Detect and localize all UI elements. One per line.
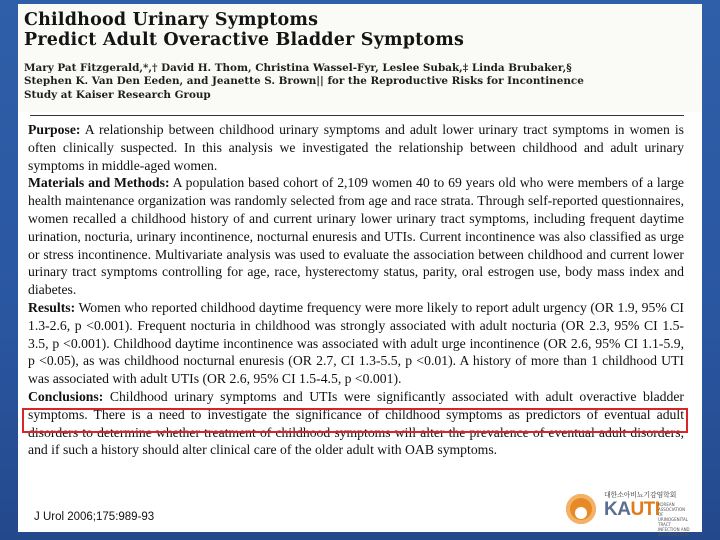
paper-title (24, 10, 464, 50)
purpose-paragraph (28, 121, 684, 174)
results-label: Results: (28, 299, 76, 315)
authors-line-2: Stephen K. Van Den Eeden, and Jeanette S. Brown|| for the Reproductive Risks for Incontinence (24, 75, 584, 88)
results-paragraph (28, 299, 684, 388)
methods-label: Materials and Methods: (28, 175, 170, 191)
logo-subtext: KOREAN ASSOCIATION OF URINOGENITAL TRACT INFECTION AND INFLAMMATION (658, 502, 690, 537)
logo-brand-uti: UTI (630, 499, 660, 520)
results-text: Women who reported childhood daytime frequency were more likely to report adult urgency (OR 1.9, 95% CI 1.3-2.6, p <0.001). Frequent nocturia in childhood was strongly associated with adult nocturia (OR 2.3, 95% CI 1.5-3.5, p <0.001). Childhood daytime incontinence was associated with adult urge incontinence (OR 2.6, 95% CI 1.1-5.9, p <0.05), as was childhood nocturnal enuresis (OR 2.7, CI 1.3-5.5, p <0.01). A history of more than 1 childhood UTI was associated with adult UTIs (OR 2.6, 95% CI 1.5-4.5, p <0.001). (28, 299, 684, 387)
conclusion-highlight-box (22, 408, 688, 433)
conclusions-text: Childhood urinary symptoms and UTIs were significantly associated with adult overactive bladder symptoms. There is a need to investigate the significance of childhood symptoms as predictors of eventual adult disorders to determine whether treatment of childhood symptoms will alter the prevalence of eventual adult disorders, and if such a history should alter clinical care of the older adult with OAB symptoms. (28, 388, 684, 458)
logo-brand-ka: KA (604, 499, 631, 520)
emblem-icon (566, 494, 596, 524)
kauti-logo (566, 490, 694, 537)
logo-korean-text: 대한소아비뇨기감염학회 (604, 491, 677, 499)
author-list (24, 62, 694, 102)
journal-citation: J Urol 2006;175:989-93 (34, 511, 155, 523)
authors-line-1: Mary Pat Fitzgerald,*,† David H. Thom, Christina Wassel-Fyr, Leslee Subak,‡ Linda Brubaker,§ (24, 62, 572, 74)
title-line-2: Predict Adult Overactive Bladder Symptoms (24, 30, 465, 50)
logo-brand (604, 499, 660, 521)
purpose-text: A relationship between childhood urinary symptoms and adult lower urinary tract symptoms in women is often clinically suspected. In this analysis we investigated the relationship between childhood and adult urinary symptoms in middle-aged women. (28, 122, 684, 173)
header-divider (30, 115, 684, 116)
methods-paragraph (28, 174, 684, 299)
conclusions-label: Conclusions: (28, 388, 104, 404)
title-line-1: Childhood Urinary Symptoms (24, 10, 319, 30)
authors-line-3: Study at Kaiser Research Group (24, 88, 211, 101)
methods-text: A population based cohort of 2,109 women 40 to 69 years old who were members of a large health maintenance organization was randomly selected from age and race strata. Through self-reported questionnaires, women recalled a childhood history of and current urinary lower urinary tract symptoms, including frequent daytime urination, nocturia, urinary incontinence, nocturnal enuresis and UTIs. Current incontinence was also classified as urge or stress incontinence. Multivariate analysis was used to evaluate the association between childhood and current lower urinary tract symptoms controlling for age, race, hysterectomy status, parity, oral estrogen use, body mass index and diabetes. (28, 175, 684, 298)
purpose-label: Purpose: (28, 122, 81, 137)
